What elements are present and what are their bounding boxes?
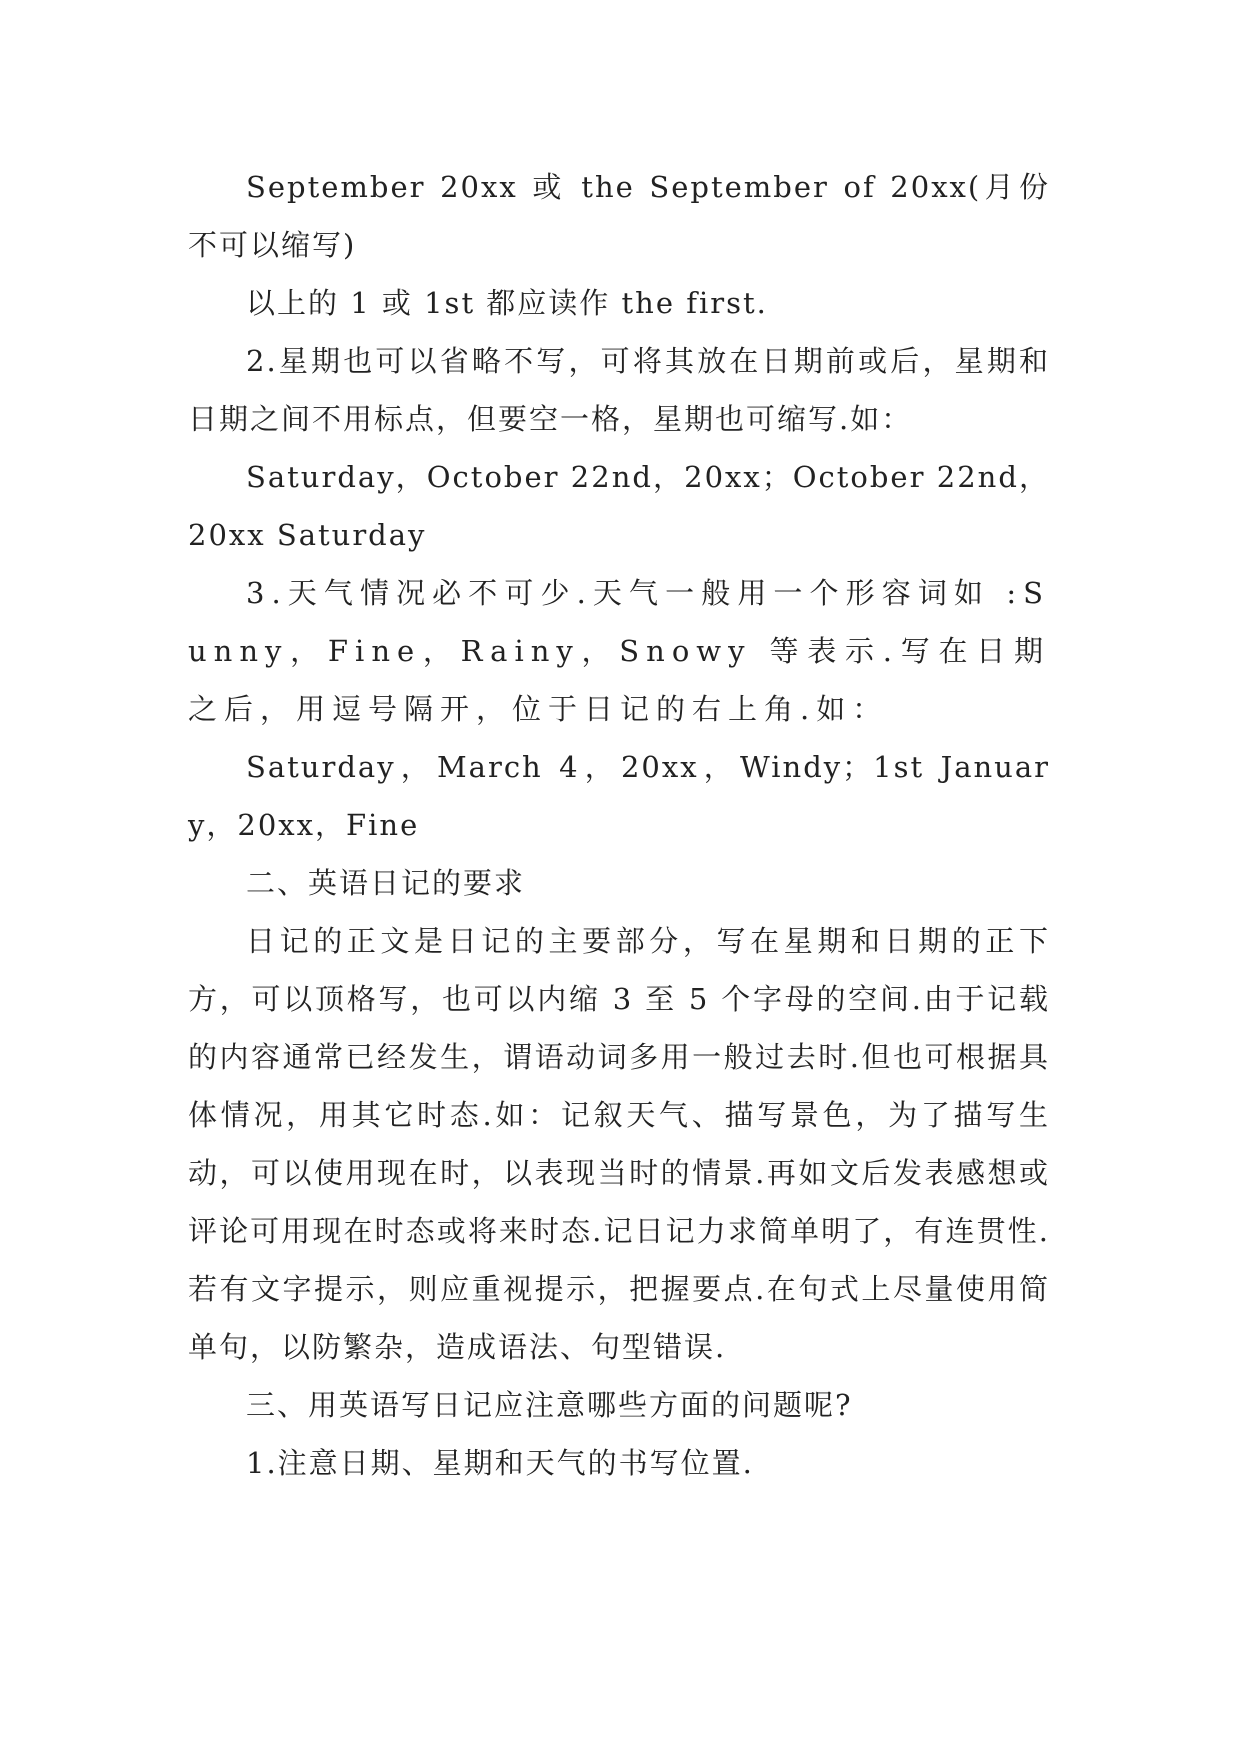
paragraph-note-position: 1.注意日期、星期和天气的书写位置. <box>246 1446 754 1480</box>
paragraph-weather-example: Saturday，March 4，20xx，Windy；1st January，20xx，Fine <box>188 750 1050 842</box>
document-body <box>188 158 1050 1492</box>
paragraph-first-reading: 以上的 1 或 1st 都应读作 the first. <box>246 286 768 320</box>
paragraph-diary-body: 日记的正文是日记的主要部分，写在星期和日期的正下方，可以顶格写，也可以内缩 3 至 5 个字母的空间.由于记载的内容通常已经发生，谓语动词多用一般过去时.但也可根据具体情况，用其它时态.如：记叙天气、描写景色，为了描写生动，可以使用现在时，以表现当时的情景.再如文后发表感想或评论可用现在时态或将来时态.记日记力求简单明了，有连贯性.若有文字提示，则应重视提示，把握要点.在句式上尽量使用简单句，以防繁杂，造成语法、句型错误. <box>188 924 1050 1364</box>
section-heading-requirements: 二、英语日记的要求 <box>246 866 526 900</box>
paragraph-weather-rule: 3.天气情况必不可少.天气一般用一个形容词如 :Sunny，Fine，Rainy，Snowy 等表示.写在日期之后，用逗号隔开，位于日记的右上角.如： <box>188 576 1050 726</box>
section-heading-notes: 三、用英语写日记应注意哪些方面的问题呢? <box>246 1388 853 1422</box>
paragraph-month-format: September 20xx 或 the September of 20xx(月份不可以缩写) <box>188 170 1050 262</box>
paragraph-weekday-example: Saturday，October 22nd，20xx；October 22nd，20xx Saturday <box>188 460 1050 552</box>
paragraph-weekday-rule: 2.星期也可以省略不写，可将其放在日期前或后，星期和日期之间不用标点，但要空一格，星期也可缩写.如： <box>188 344 1050 436</box>
